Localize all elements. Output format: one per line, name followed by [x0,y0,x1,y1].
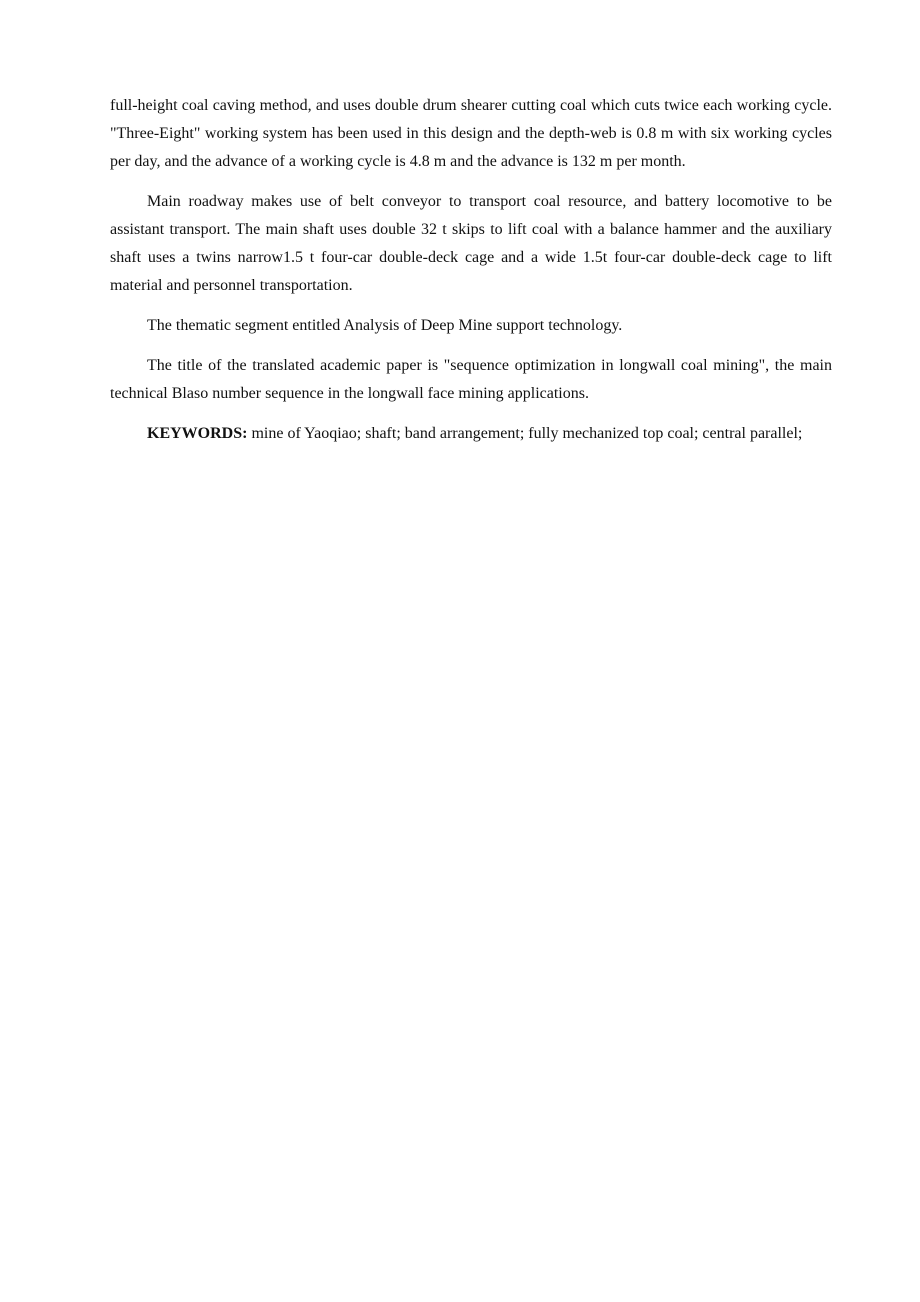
keywords-label: KEYWORDS: [147,425,248,442]
paragraph-translated-paper: The title of the translated academic paper is "sequence optimization in longwall coal mining", the main technical Blaso number sequence in the longwall face mining applications. [110,357,832,402]
paragraph-coal-caving: full-height coal caving method, and uses double drum shearer cutting coal which cuts twice each working cycle. "Three-Eight" working system has been used in this design and the depth-web is 0.8 m with six working cycles per day, and the advance of a working cycle is 4.8 m and the advance is 132 m per month. [110,97,832,170]
keywords-paragraph [110,420,832,448]
document-page [110,92,832,460]
paragraph-thematic-segment: The thematic segment entitled Analysis of Deep Mine support technology. [147,317,623,334]
keywords-text: mine of Yaoqiao; shaft; band arrangement; fully mechanized top coal; central parallel; [247,425,803,442]
paragraph-transport: Main roadway makes use of belt conveyor to transport coal resource, and battery locomotive to be assistant transport. The main shaft uses double 32 t skips to lift coal with a balance hammer and the auxiliary shaft uses a twins narrow1.5 t four-car double-deck cage and a wide 1.5t four-car double-deck cage to lift material and personnel transportation. [110,193,832,294]
